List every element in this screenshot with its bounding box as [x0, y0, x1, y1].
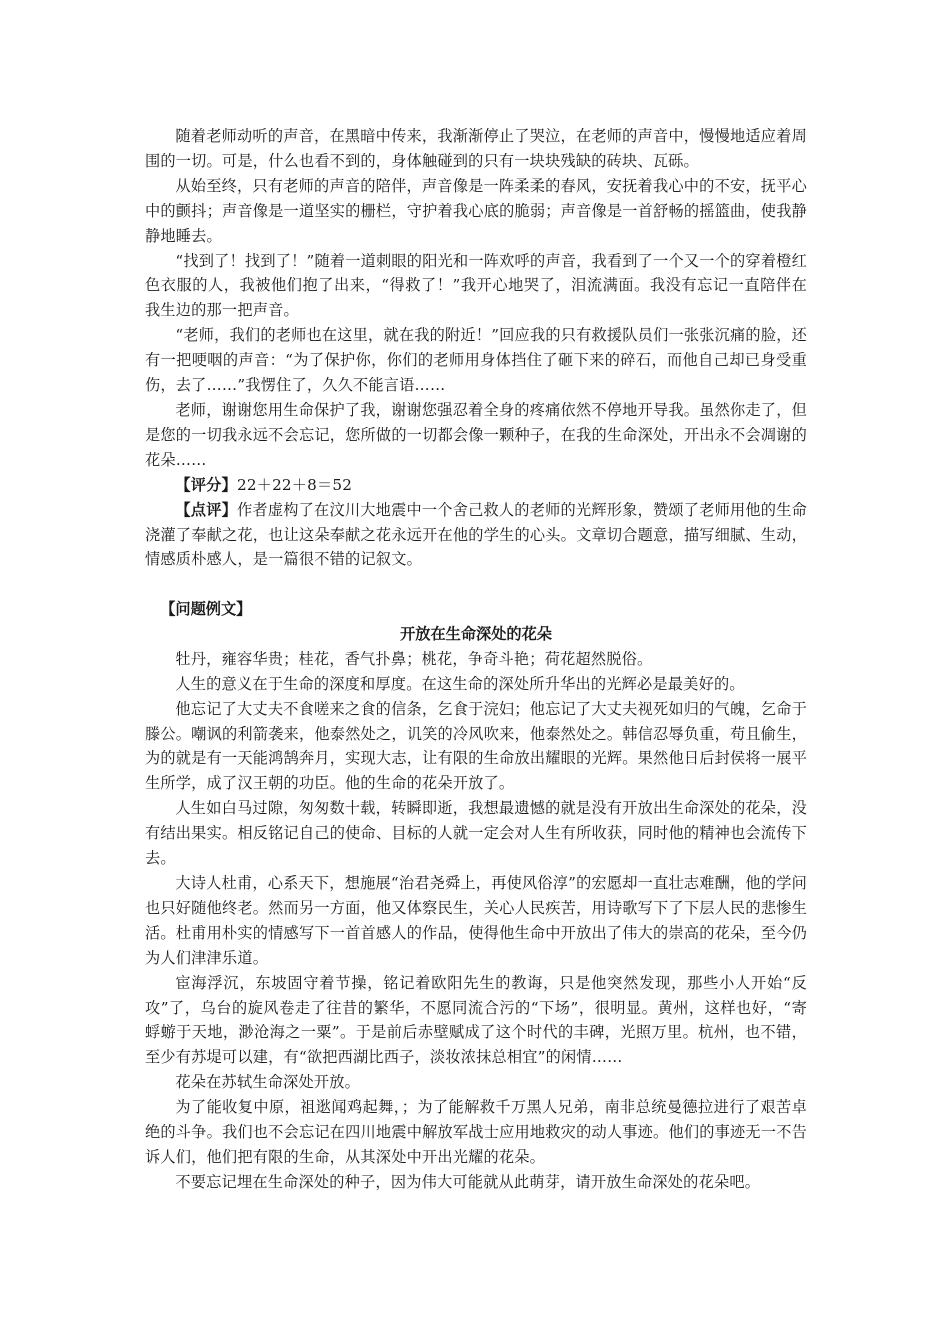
paragraph: 随着老师动听的声音，在黑暗中传来，我渐渐停止了哭泣，在老师的声音中，慢慢地适应着周围的一切。可是，什么也看不到的，身体触碰到的只有一块块残缺的砖块、瓦砾。: [145, 127, 807, 170]
paragraph: 人生如白马过隙，匆匆数十载，转瞬即逝，我想最遗憾的就是没有开放出生命深处的花朵，没有结出果实。相反铭记自己的使命、目标的人就一定会对人生有所收获，同时他的精神也会流传下去。: [145, 799, 807, 868]
comment-paragraph: [145, 498, 807, 573]
paragraph: 为了能收复中原，祖逖闻鸡起舞，；为了能解救千万黑人兄弟，南非总统曼德拉进行了艰苦卓绝的斗争。我们也不会忘记在四川地震中解放军战士应用地救灾的动人事迹。他们的事迹无一不告诉人们，他们把有限的生命，从其深处中开出光耀的花朵。: [145, 1098, 807, 1166]
paragraph: “老师，我们的老师也在这里，就在我的附近！”回应我的只有救援队员们一张张沉痛的脸，还有一把哽咽的声音：“为了保护你，你们的老师用身体挡住了砸下来的碎石，而他自己却已身受重伤，去了……”我愣住了，久久不能言语……: [145, 326, 807, 395]
paragraph: 花朵在苏轼生命深处开放。: [175, 1073, 361, 1092]
paragraph: 宦海浮沉，东坡固守着节操，铭记着欧阳先生的教诲，只是他突然发现，那些小人开始“反攻”了，乌台的旋风卷走了往昔的繁华，不愿同流合污的“下场”，很明显。黄州，这样也好，“寄蜉蝣于天地，渺沧海之一粟”。于是前后赤壁赋成了这个时代的丰碑，光照万里。杭州，也不错，至少有苏堤可以建，有“欲把西湖比西子，淡妆浓抹总相宜”的闲情……: [145, 973, 807, 1067]
paragraph: 不要忘记埋在生命深处的种子，因为伟大可能就从此萌芽，请开放生命深处的花朵吧。: [175, 1172, 761, 1191]
essay-continuation: [145, 124, 807, 572]
paragraph: 从始至终，只有老师的声音的陪伴，声音像是一阵柔柔的春风，安抚着我心中的不安，抚平心中的颤抖；声音像是一道坚实的栅栏，守护着我心底的脆弱；声音像是一首舒畅的摇篮曲，使我静静地睡去。: [145, 176, 807, 245]
comment-text: 作者虚构了在汶川大地震中一个舍己救人的老师的光辉形象，赞颂了老师用他的生命浇灌了奉献之花，也让这朵奉献之花永远开在他的学生的心头。文章切合题意，描写细腻、生动，情感质朴感人，是一篇很不错的记叙文。: [145, 500, 807, 569]
problem-essay: [145, 597, 807, 1195]
paragraph: 老师，谢谢您用生命保护了我，谢谢您强忍着全身的疼痛依然不停地开导我。虽然你走了，但是您的一切我永远不会忘记，您所做的一切都会像一颗种子，在我的生命深处，开出永不会凋谢的花朵……: [145, 400, 807, 469]
essay-title: 开放在生命深处的花朵: [400, 624, 552, 643]
paragraph: 牡丹，雍容华贵；桂花，香气扑鼻；桃花，争奇斗艳；荷花超然脱俗。: [175, 649, 653, 668]
paragraph: 人生的意义在于生命的深度和厚度。在这生命的深处所升华出的光辉必是最美好的。: [175, 674, 745, 693]
paragraph: 他忘记了大丈夫不食嗟来之食的信条，乞食于浣妇；他忘记了大丈夫视死如归的气魄，乞命于滕公。嘲讽的利箭袭来，他泰然处之，讥笑的冷风吹来，他泰然处之。韩信忍辱负重，苟且偷生，为的就是有一天能鸿鹄奔月，实现大志，让有限的生命放出耀眼的光辉。果然他日后封侯将一展平生所学，成了汉王朝的功臣。他的生命的花朵开放了。: [145, 699, 807, 793]
score-line: [145, 473, 807, 498]
paragraph: “找到了！找到了！”随着一道刺眼的阳光和一阵欢呼的声音，我看到了一个又一个的穿着橙红色衣服的人，我被他们抱了出来，“得救了！”我开心地哭了，泪流满面。我没有忘记一直陪伴在我生边的那一把声音。: [145, 251, 807, 320]
score-value: 22＋22＋8＝52: [236, 475, 353, 494]
score-label: 【评分】: [175, 475, 237, 494]
comment-label: 【点评】: [175, 500, 238, 519]
section-label: 【问题例文】: [160, 600, 252, 618]
paragraph: 大诗人杜甫，心系天下，想施展“治君尧舜上，再使风俗淳”的宏愿却一直壮志难酬，他的学问也只好随他终老。然而另一方面，他又体察民生，关心人民疾苦，用诗歌写下了下层人民的悲惨生活。杜甫用朴实的情感写下一首首感人的作品，使得他生命中开放出了伟大的崇高的花朵，至今仍为人们津津乐道。: [145, 873, 807, 967]
